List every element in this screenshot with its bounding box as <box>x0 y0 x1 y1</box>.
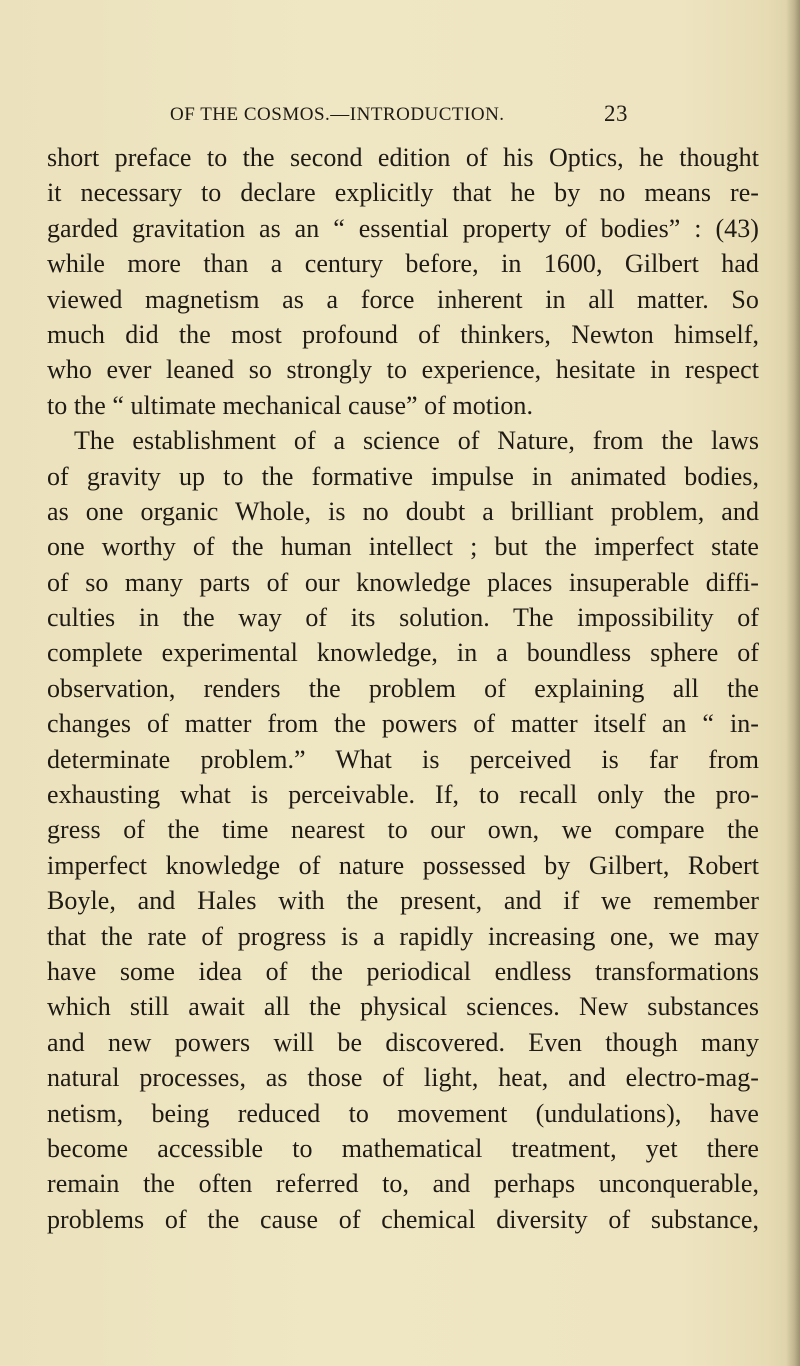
body-text <box>47 140 759 1237</box>
text-line: observation, renders the problem of explaining all the <box>47 673 759 703</box>
text-line: viewed magnetism as a force inherent in all matter. So <box>47 284 759 314</box>
text-line: determinate problem.” What is perceived is far from <box>47 744 759 774</box>
text-line: while more than a century before, in 1600, Gilbert had <box>47 249 759 279</box>
text-line: one worthy of the human intellect ; but the imperfect state <box>47 532 759 562</box>
text-line: of so many parts of our knowledge places insuperable diffi- <box>47 567 759 597</box>
text-line: exhausting what is perceivable. If, to recall only the pro- <box>47 780 759 810</box>
text-line: problems of the cause of chemical diversity of substance, <box>47 1204 759 1234</box>
text-line: have some idea of the periodical endless transformations <box>47 956 759 986</box>
text-line: short preface to the second edition of his Optics, he thought <box>47 143 759 172</box>
text-line: culties in the way of its solution. The impossibility of <box>47 603 759 633</box>
paragraph-first-line: The establishment of a science of Nature, from the laws <box>74 426 759 456</box>
text-line: it necessary to declare explicitly that he by no means re- <box>47 178 759 208</box>
text-line: as one organic Whole, is no doubt a brilliant problem, and <box>47 496 759 526</box>
text-line: to the “ ultimate mechanical cause” of motion. <box>47 390 534 420</box>
text-line: Boyle, and Hales with the present, and if we remember <box>47 886 759 916</box>
page-number: 23 <box>604 101 628 126</box>
text-line: remain the often referred to, and perhaps unconquerable, <box>47 1169 759 1199</box>
text-line: gress of the time nearest to our own, we compare the <box>47 815 759 845</box>
text-line: much did the most profound of thinkers, Newton himself, <box>47 319 759 349</box>
text-line: and new powers will be discovered. Even though many <box>47 1027 759 1057</box>
running-title: OF THE COSMOS.—INTRODUCTION. <box>170 104 505 125</box>
text-line: who ever leaned so strongly to experience, hesitate in respect <box>47 355 759 385</box>
text-line: natural processes, as those of light, heat, and electro-mag- <box>47 1063 759 1093</box>
text-line: which still await all the physical sciences. New substances <box>47 992 759 1022</box>
text-line: of gravity up to the formative impulse in animated bodies, <box>47 461 759 491</box>
page-edge-shadow <box>786 0 800 1366</box>
text-line: imperfect knowledge of nature possessed by Gilbert, Robert <box>47 850 759 880</box>
text-line: complete experimental knowledge, in a boundless sphere of <box>47 638 759 668</box>
text-line: changes of matter from the powers of matter itself an “ in- <box>47 709 759 739</box>
text-line: that the rate of progress is a rapidly increasing one, we may <box>47 921 759 951</box>
text-line: become accessible to mathematical treatment, yet there <box>47 1133 759 1163</box>
text-line: netism, being reduced to movement (undulations), have <box>47 1098 759 1128</box>
text-line: garded gravitation as an “ essential property of bodies” : (43) <box>47 213 759 243</box>
